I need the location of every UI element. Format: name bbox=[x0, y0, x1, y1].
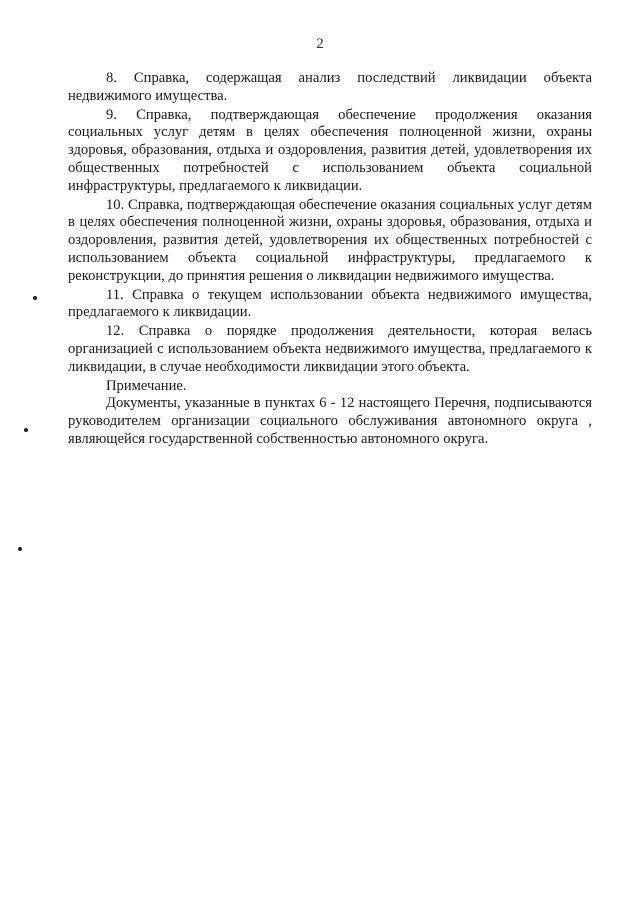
list-item-9: 9. Справка, подтверждающая обеспечение продолжения оказания социальных услуг детям в целях обеспечения полноценной жизни, охраны здоровья, образования, отдыха и оздоровления, развития детей, удовлетворения их общественных потребностей с использованием объекта социальной инфраструктуры, предлагаемого к ликвидации. bbox=[68, 106, 592, 194]
list-item-8: 8. Справка, содержащая анализ последствий ликвидации объекта недвижимого имущества. bbox=[68, 70, 592, 104]
scan-dot-mark bbox=[33, 296, 37, 300]
scan-dot-mark bbox=[18, 547, 22, 551]
list-item-12: 12. Справка о порядке продолжения деятельности, которая велась организацией с использованием объекта недвижимого имущества, предлагаемого к ликвидации, в случае необходимости ликвидации этого объекта. bbox=[68, 323, 592, 375]
note-title: Примечание. bbox=[106, 377, 187, 394]
page-number: 2 bbox=[316, 36, 324, 52]
document-body bbox=[68, 70, 592, 450]
scan-dot-mark bbox=[24, 428, 28, 432]
list-item-10: 10. Справка, подтверждающая обеспечение оказания социальных услуг детям в целях обеспечения полноценной жизни, охраны здоровья, образования, отдыха и оздоровления, развития детей, удовлетворения их общественных потребностей с использованием объекта социальной инфраструктуры, предлагаемого к реконструкции, до принятия решения о ликвидации недвижимого имущества. bbox=[68, 196, 592, 284]
list-item-11: 11. Справка о текущем использовании объекта недвижимого имущества, предлагаемого к ликвидации. bbox=[68, 286, 592, 321]
note-text: Документы, указанные в пунктах 6 - 12 настоящего Перечня, подписываются руководителем организации социального обслуживания автономного округа , являющейся государственной собственностью автономного округа. bbox=[68, 395, 592, 447]
